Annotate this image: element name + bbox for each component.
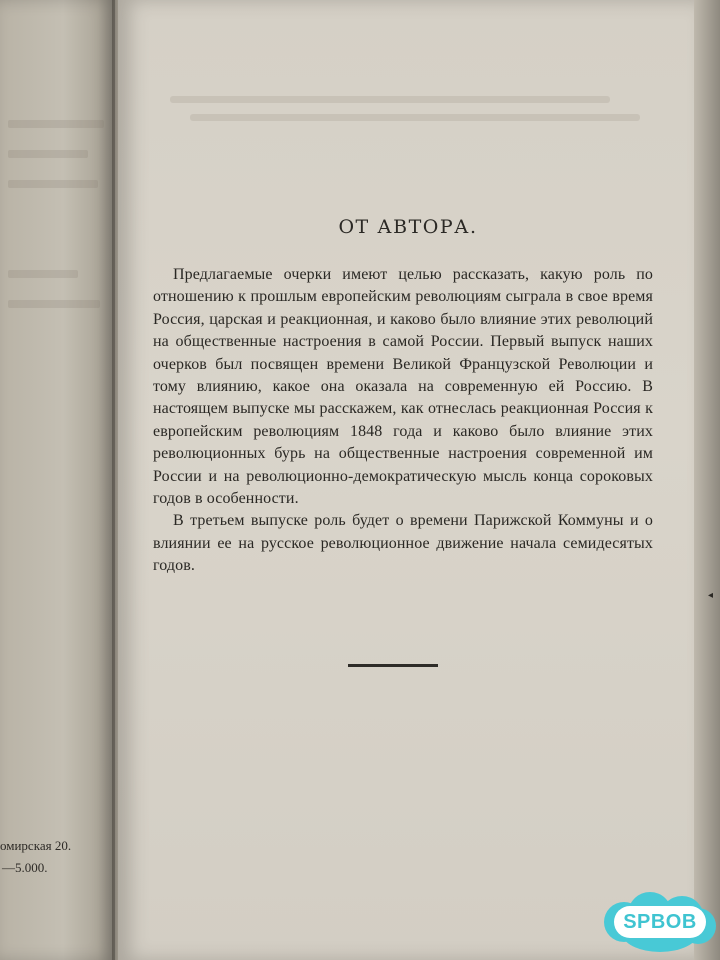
bleed-through-line <box>8 270 78 278</box>
paragraph: В третьем выпуске роль будет о времени Парижской Коммуны и о влиянии ее на русское революционное движение начала семидесятых годов. <box>153 512 653 575</box>
print-run: —5.000. <box>2 860 48 875</box>
bleed-through-line <box>8 300 100 308</box>
printer-address: омирская 20. <box>0 838 72 853</box>
bleed-through-line <box>8 180 98 188</box>
watermark-logo <box>604 892 716 954</box>
left-page <box>0 0 115 960</box>
bleed-through-text <box>170 90 640 130</box>
margin-mark: ◂ <box>708 590 714 601</box>
bleed-through-line <box>8 150 88 158</box>
page-heading: ОТ АВТОРА. <box>338 216 478 238</box>
paragraph: Предлагаемые очерки имеют целью рассказать, какую роль по отношению к прошлым европейским революциям сыграла в свое время Россия, царская и реакционная, и каково было влияние этих революций на общественные настроения в самой России. Первый выпуск наших очерков был посвящен времени Великой Французской Революции и тому влиянию, какое она оказала на современную ей Россию. В настоящем выпуске мы расскажем, как отнеслась реакционная Россия к европейским революциям 1848 года и каково было влияние этих революционных бурь на общественные настроения современной им России и на революционно-демократическую мысль конца сороковых годов в особенности. <box>153 266 653 508</box>
section-divider <box>348 664 438 667</box>
page-edge <box>694 0 720 960</box>
watermark-text: SPBOB <box>614 906 706 938</box>
preface-body <box>153 264 653 578</box>
bleed-through-line <box>8 120 104 128</box>
